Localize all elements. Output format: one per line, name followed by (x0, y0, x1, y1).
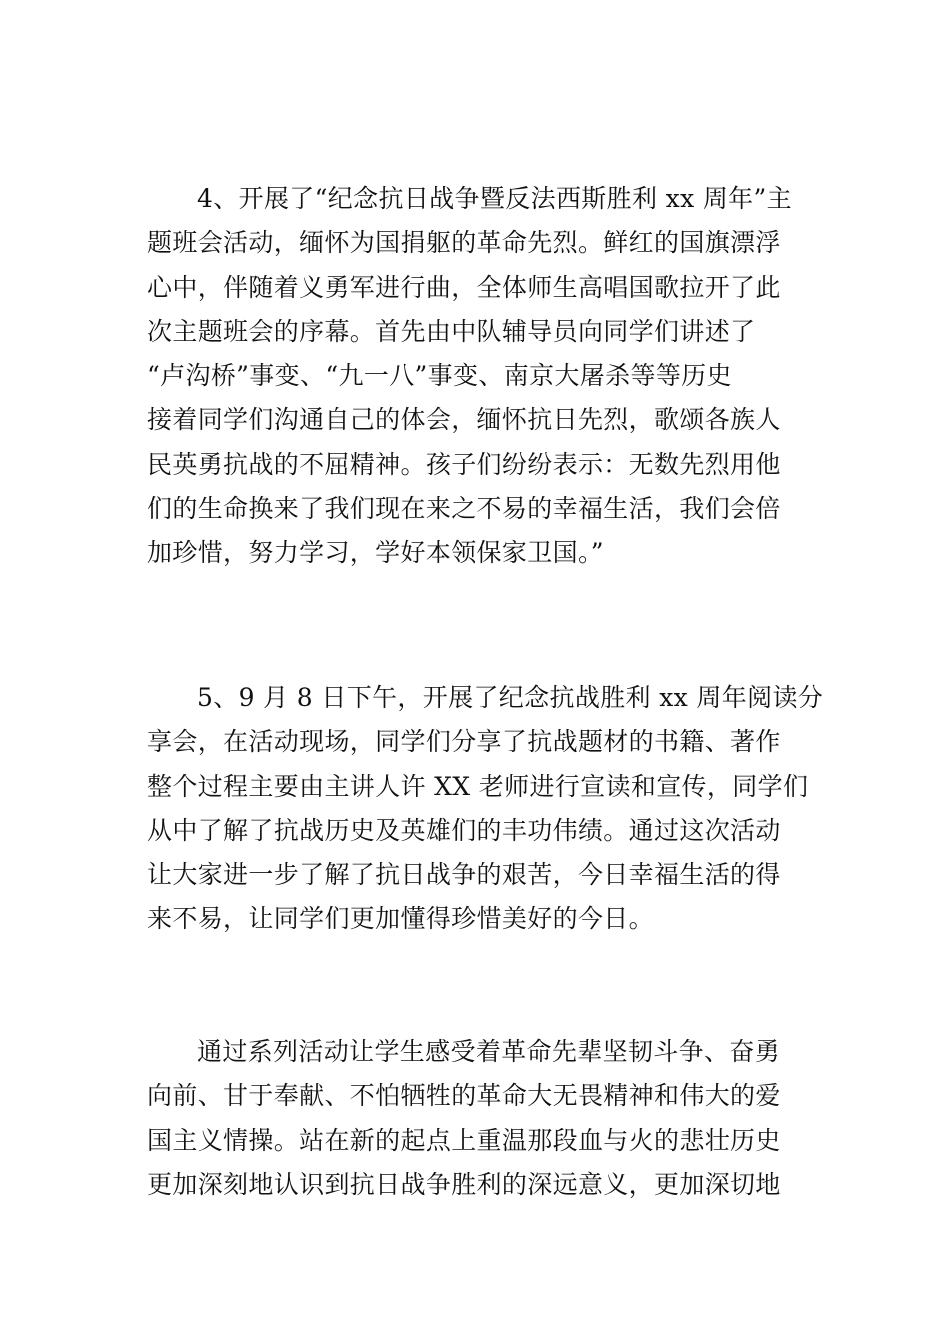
text-line: 加珍惜，努力学习，学好本领保家卫国。” (147, 538, 604, 568)
text-line: 4、开展了“纪念抗日战争暨反法西斯胜利 xx 周年”主 (197, 184, 793, 213)
text-line: “卢沟桥”事变、“九一八”事变、南京大屠杀等等历史 (147, 361, 732, 391)
text-line: 享会，在活动现场，同学们分享了抗战题材的书籍、著作 (147, 727, 781, 757)
text-line: 民英勇抗战的不屈精神。孩子们纷纷表示：无数先烈用他 (147, 449, 781, 479)
text-line: 接着同学们沟通自己的体会，缅怀抗日先烈，歌颂各族人 (147, 405, 781, 435)
paragraph-summary (147, 1030, 809, 1207)
text-line: 更加深刻地认识到抗日战争胜利的深远意义，更加深切地 (147, 1169, 781, 1199)
text-line: 让大家进一步了解了抗日战争的艰苦，今日幸福生活的得 (147, 860, 781, 890)
text-line: 通过系列活动让学生感受着革命先辈坚韧斗争、奋勇 (197, 1037, 781, 1066)
text-line: 整个过程主要由主讲人许 XX 老师进行宣读和宣传，同学们 (147, 771, 809, 801)
paragraph-5-reading-sharing (147, 676, 824, 942)
paragraph-4-class-meeting (147, 177, 809, 576)
text-line: 国主义情操。站在新的起点上重温那段血与火的悲壮历史 (147, 1125, 781, 1155)
text-line: 题班会活动，缅怀为国捐躯的革命先烈。鲜红的国旗漂浮 (147, 228, 781, 258)
text-line: 们的生命换来了我们现在来之不易的幸福生活，我们会倍 (147, 494, 781, 524)
text-line: 向前、甘于奉献、不怕牺牲的革命大无畏精神和伟大的爱 (147, 1081, 781, 1111)
text-line: 从中了解了抗战历史及英雄们的丰功伟绩。通过这次活动 (147, 815, 781, 845)
text-line: 心中，伴随着义勇军进行曲，全体师生高唱国歌拉开了此 (147, 272, 781, 302)
text-line: 次主题班会的序幕。首先由中队辅导员向同学们讲述了 (147, 316, 756, 346)
text-line: 5、9 月 8 日下午，开展了纪念抗战胜利 xx 周年阅读分 (197, 683, 824, 712)
text-line: 来不易，让同学们更加懂得珍惜美好的今日。 (147, 904, 655, 934)
